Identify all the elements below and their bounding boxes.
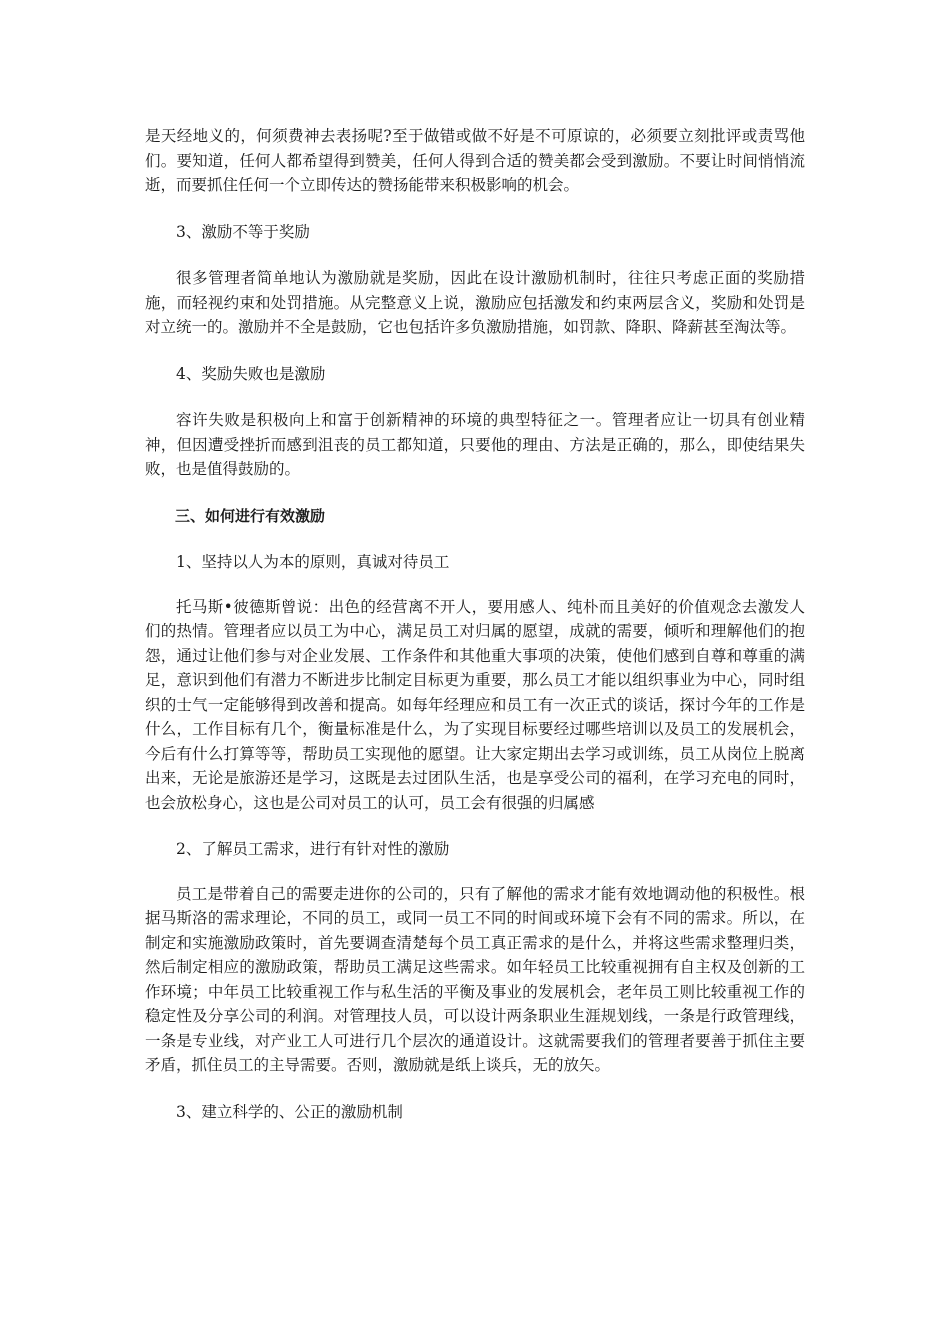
section-title-effective-incentive: 三、如何进行有效激励 — [175, 506, 326, 525]
subheading-incentive-not-reward: 3、激励不等于奖励 — [176, 222, 310, 241]
intro-paragraph: 是天经地义的，何须费神去表扬呢?至于做错或做不好是不可原谅的，必须要立刻批评或责骂他们。要知道，任何人都希望得到赞美，任何人得到合适的赞美都会受到激励。不要让时间悄悄流逝，而要抓住任何一个立即传达的赞扬能带来积极影响的机会。 — [145, 127, 805, 194]
subheading-employee-needs: 2、了解员工需求，进行有针对性的激励 — [176, 840, 450, 858]
paragraph-people-oriented: 托马斯•彼德斯曾说：出色的经营离不开人，要用感人、纯朴而且美好的价值观念去激发人们的热情。管理者应以员工为中心，满足员工对归属的愿望，成就的需要，倾听和理解他们的抱怨，通过让他们参与对企业发展、工作条件和其他重大事项的决策，使他们感到自尊和尊重的满足，意识到他们有潜力不断进步比制定目标更为重要，那么员工才能以组织事业为中心，同时组织的士气一定能够得到改善和提高。如每年经理应和员工有一次正式的谈话，探讨今年的工作是什么，工作目标有几个，衡量标准是什么，为了实现目标要经过哪些培训以及员工的发展机会，今后有什么打算等等，帮助员工实现他的愿望。让大家定期出去学习或训练，员工从岗位上脱离出来，无论是旅游还是学习，这既是去过团队生活，也是享受公司的福利，在学习充电的同时，也会放松身心，这也是公司对员工的认可，员工会有很强的归属感 — [145, 597, 805, 812]
subheading-people-oriented: 1、坚持以人为本的原则，真诚对待员工 — [176, 553, 450, 571]
paragraph-employee-needs: 员工是带着自己的需要走进你的公司的，只有了解他的需求才能有效地调动他的积极性。根据马斯洛的需求理论，不同的员工，或同一员工不同的时间或环境下会有不同的需求。所以，在制定和实施激励政策时，首先要调查清楚每个员工真正需求的是什么，并将这些需求整理归类，然后制定相应的激励政策，帮助员工满足这些需求。如年轻员工比较重视拥有自主权及创新的工作环境；中年员工比较重视工作与私生活的平衡及事业的发展机会，老年员工则比较重视工作的稳定性及分享公司的利润。对管理技人员，可以设计两条职业生涯规划线，一条是行政管理线，一条是专业线，对产业工人可进行几个层次的通道设计。这就需要我们的管理者要善于抓住主要矛盾，抓住员工的主导需要。否则，激励就是纸上谈兵，无的放矢。 — [145, 884, 805, 1074]
paragraph-reward-failure: 容许失败是积极向上和富于创新精神的环境的典型特征之一。管理者应让一切具有创业精神，但因遭受挫折而感到沮丧的员工都知道，只要他的理由、方法是正确的，那么，即使结果失败，也是值得鼓励的。 — [145, 411, 805, 478]
paragraph-incentive-not-reward: 很多管理者简单地认为激励就是奖励，因此在设计激励机制时，往往只考虑正面的奖励措施，而轻视约束和处罚措施。从完整意义上说，激励应包括激发和约束两层含义，奖励和处罚是对立统一的。激励并不全是鼓励，它也包括许多负激励措施，如罚款、降职、降薪甚至淘汰等。 — [145, 269, 805, 336]
document-body — [145, 124, 805, 1124]
subheading-reward-failure: 4、奖励失败也是激励 — [176, 364, 326, 383]
subheading-incentive-mechanism: 3、建立科学的、公正的激励机制 — [176, 1102, 403, 1121]
